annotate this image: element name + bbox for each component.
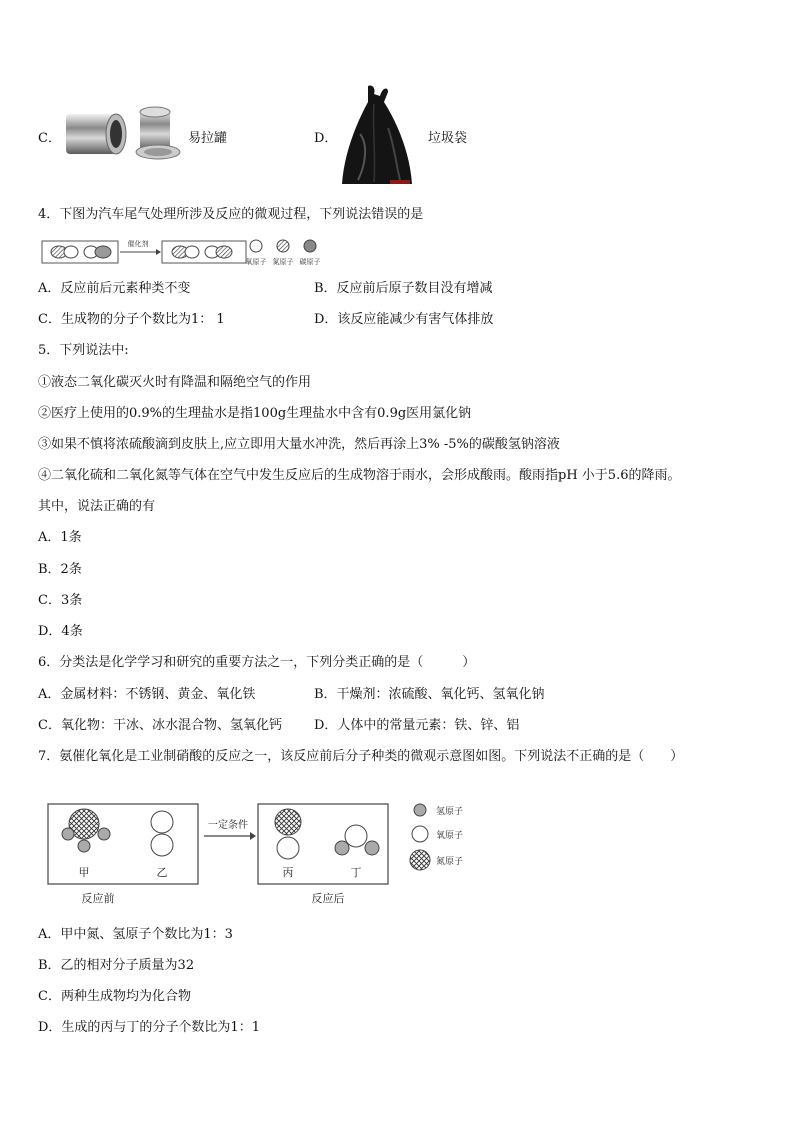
q7-legend-nitrogen: 氮原子 bbox=[436, 857, 464, 867]
q4-option-c: C．生成物的分子个数比为1： 1 bbox=[38, 312, 225, 327]
q4-arrow-label: 催化剂 bbox=[127, 240, 149, 248]
option-d-text: 垃圾袋 bbox=[428, 131, 468, 146]
q7-label-bing: 丙 bbox=[282, 866, 294, 879]
q5-option-b: B．2条 bbox=[38, 562, 82, 577]
q7-legend-hydrogen: 氢原子 bbox=[436, 807, 464, 817]
q7-arrow-label: 一定条件 bbox=[208, 820, 248, 831]
q7-option-c: C．两种生成物均为化合物 bbox=[38, 989, 191, 1004]
q6-option-b: B．干燥剂：浓硫酸、氧化钙、氢氧化钠 bbox=[314, 687, 545, 702]
q6-stem: 6．分类法是化学学习和研究的重要方法之一，下列分类正确的是（ ） bbox=[38, 655, 476, 670]
q5-conclusion: 其中，说法正确的有 bbox=[38, 499, 156, 514]
q7-option-d: D．生成的丙与丁的分子个数比为1：1 bbox=[38, 1020, 260, 1035]
q5-statement-2: ②医疗上使用的0.9%的生理盐水是指100g生理盐水中含有0.9g医用氯化钠 bbox=[38, 406, 472, 421]
q7-label-yi: 乙 bbox=[156, 866, 168, 879]
q5-stem: 5．下列说法中: bbox=[38, 343, 129, 358]
q5-statement-1: ①液态二氧化碳灭火时有降温和隔绝空气的作用 bbox=[38, 375, 312, 390]
q4-legend-oxygen: 氧原子 bbox=[245, 258, 267, 266]
option-d-label: D． bbox=[314, 131, 338, 146]
q4-diagram bbox=[40, 234, 340, 268]
q7-option-a: A．甲中氮、氢原子个数比为1：3 bbox=[38, 927, 233, 942]
q4-legend-carbon: 碳原子 bbox=[299, 258, 321, 266]
q7-label-jia: 甲 bbox=[78, 866, 90, 879]
can-image bbox=[62, 104, 187, 166]
q4-option-b: B．反应前后原子数目没有增减 bbox=[314, 281, 493, 296]
q7-label-ding: 丁 bbox=[350, 866, 362, 879]
q4-option-a: A．反应前后元素种类不变 bbox=[38, 281, 191, 296]
q4-stem: 4．下图为汽车尾气处理所涉及反应的微观过程，下列说法错误的是 bbox=[38, 207, 424, 222]
q4-option-d: D．该反应能减少有害气体排放 bbox=[314, 312, 494, 327]
garbage-bag-image bbox=[338, 84, 414, 188]
q7-stem: 7．氨催化氧化是工业制硝酸的反应之一，该反应前后分子种类的微观示意图如图。下列说法不正确的是（ ） bbox=[38, 749, 684, 764]
q5-option-a: A．1条 bbox=[38, 530, 82, 545]
q7-label-after: 反应后 bbox=[311, 892, 345, 905]
q5-statement-3: ③如果不慎将浓硫酸滴到皮肤上,应立即用大量水冲洗，然后再涂上3% -5%的碳酸氢钠溶液 bbox=[38, 437, 560, 452]
q4-legend-nitrogen: 氮原子 bbox=[272, 258, 294, 266]
option-c-text: 易拉罐 bbox=[188, 131, 228, 146]
q5-option-c: C．3条 bbox=[38, 593, 83, 608]
q7-option-b: B．乙的相对分子质量为32 bbox=[38, 958, 195, 973]
q6-option-d: D．人体中的常量元素：铁、锌、铝 bbox=[314, 718, 520, 733]
option-c-label: C． bbox=[38, 131, 61, 146]
q7-diagram bbox=[44, 796, 484, 910]
q6-option-a: A．金属材料：不锈钢、黄金、氧化铁 bbox=[38, 687, 256, 702]
q7-label-before: 反应前 bbox=[81, 892, 115, 905]
q5-statement-4: ④二氧化硫和二氧化氮等气体在空气中发生反应后的生成物溶于雨水，会形成酸雨。酸雨指pH 小于5.6的降雨。 bbox=[38, 468, 681, 483]
q7-legend-oxygen: 氧原子 bbox=[436, 831, 464, 841]
q6-option-c: C．氧化物：干冰、冰水混合物、氢氧化钙 bbox=[38, 718, 282, 733]
q5-option-d: D．4条 bbox=[38, 624, 83, 639]
